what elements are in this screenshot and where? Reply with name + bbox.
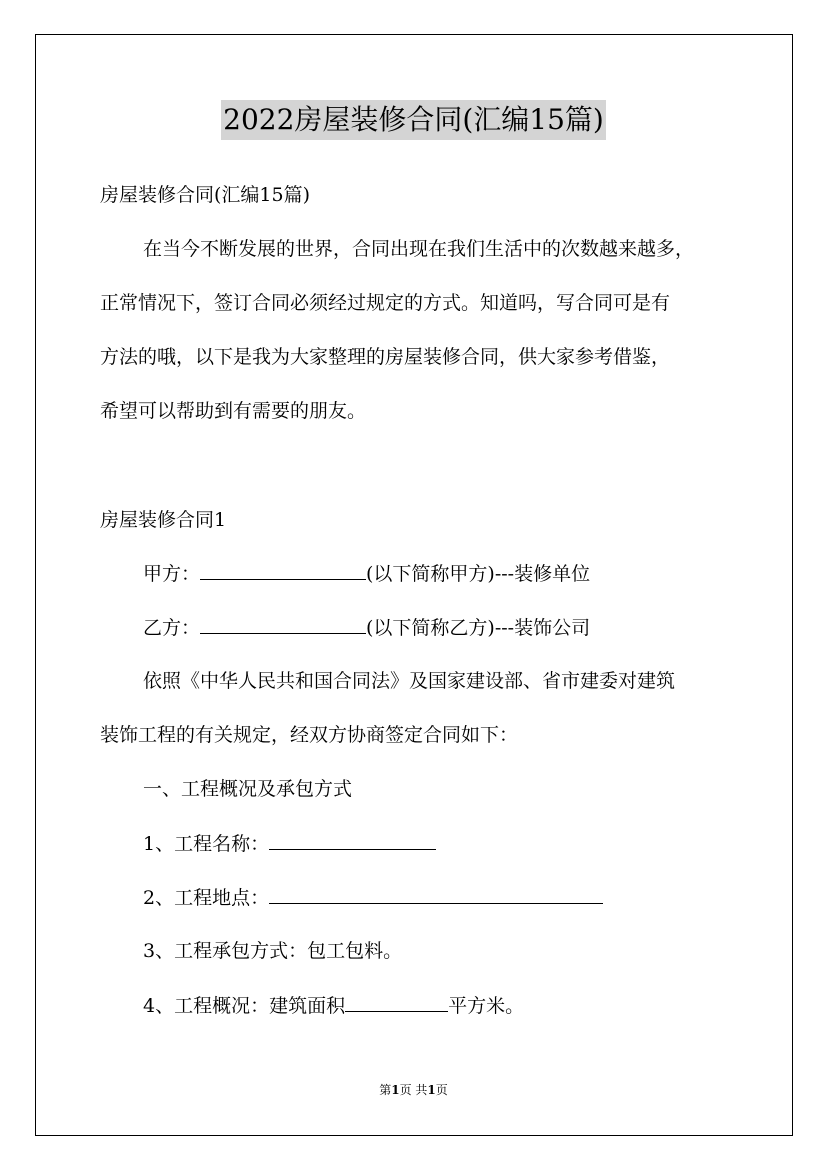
footer-suffix: 页	[435, 1083, 448, 1097]
section-heading: 房屋装修合同1	[100, 509, 227, 531]
item-1-line	[143, 831, 436, 856]
party-b-blank	[200, 615, 366, 634]
page-footer	[0, 1082, 827, 1098]
party-a-line	[143, 561, 590, 586]
item-2-line	[143, 885, 603, 910]
intro-line-4: 希望可以帮助到有需要的朋友。	[100, 400, 367, 422]
footer-mid: 页 共	[399, 1083, 428, 1097]
footer-page-total: 1	[427, 1083, 436, 1097]
party-a-suffix: (以下简称甲方)---装修单位	[366, 563, 591, 585]
intro-line-3: 方法的哦，以下是我为大家整理的房屋装修合同，供大家参考借鉴，	[100, 346, 671, 368]
title-container	[0, 100, 827, 140]
item-1-blank	[269, 831, 436, 850]
party-b-line	[143, 615, 590, 640]
document-title: 2022房屋装修合同(汇编15篇)	[221, 100, 606, 140]
item-2-label: 2、工程地点：	[143, 887, 270, 909]
basis-line-1: 依照《中华人民共和国合同法》及国家建设部、省市建委对建筑	[143, 670, 676, 692]
party-b-label: 乙方：	[143, 617, 201, 639]
item-2-blank	[269, 885, 603, 904]
intro-line-2: 正常情况下，签订合同必须经过规定的方式。知道吗，写合同可是有	[100, 292, 671, 314]
item-4-label: 4、工程概况：建筑面积	[143, 995, 346, 1017]
footer-page-number: 1	[391, 1083, 400, 1097]
item-3-line: 3、工程承包方式：包工包料。	[143, 940, 403, 962]
item-4-blank	[345, 993, 448, 1012]
intro-line-1: 在当今不断发展的世界，合同出现在我们生活中的次数越来越多，	[143, 238, 695, 260]
footer-prefix: 第	[379, 1083, 392, 1097]
basis-line-2: 装饰工程的有关规定，经双方协商签定合同如下：	[100, 724, 519, 746]
party-a-label: 甲方：	[143, 563, 201, 585]
party-b-suffix: (以下简称乙方)---装饰公司	[366, 617, 591, 639]
item-4-suffix: 平方米。	[448, 995, 525, 1017]
item-1-label: 1、工程名称：	[143, 833, 270, 855]
clause-heading: 一、工程概况及承包方式	[143, 778, 353, 800]
document-subtitle: 房屋装修合同(汇编15篇)	[100, 184, 311, 206]
party-a-blank	[200, 561, 366, 580]
item-4-line	[143, 993, 524, 1018]
